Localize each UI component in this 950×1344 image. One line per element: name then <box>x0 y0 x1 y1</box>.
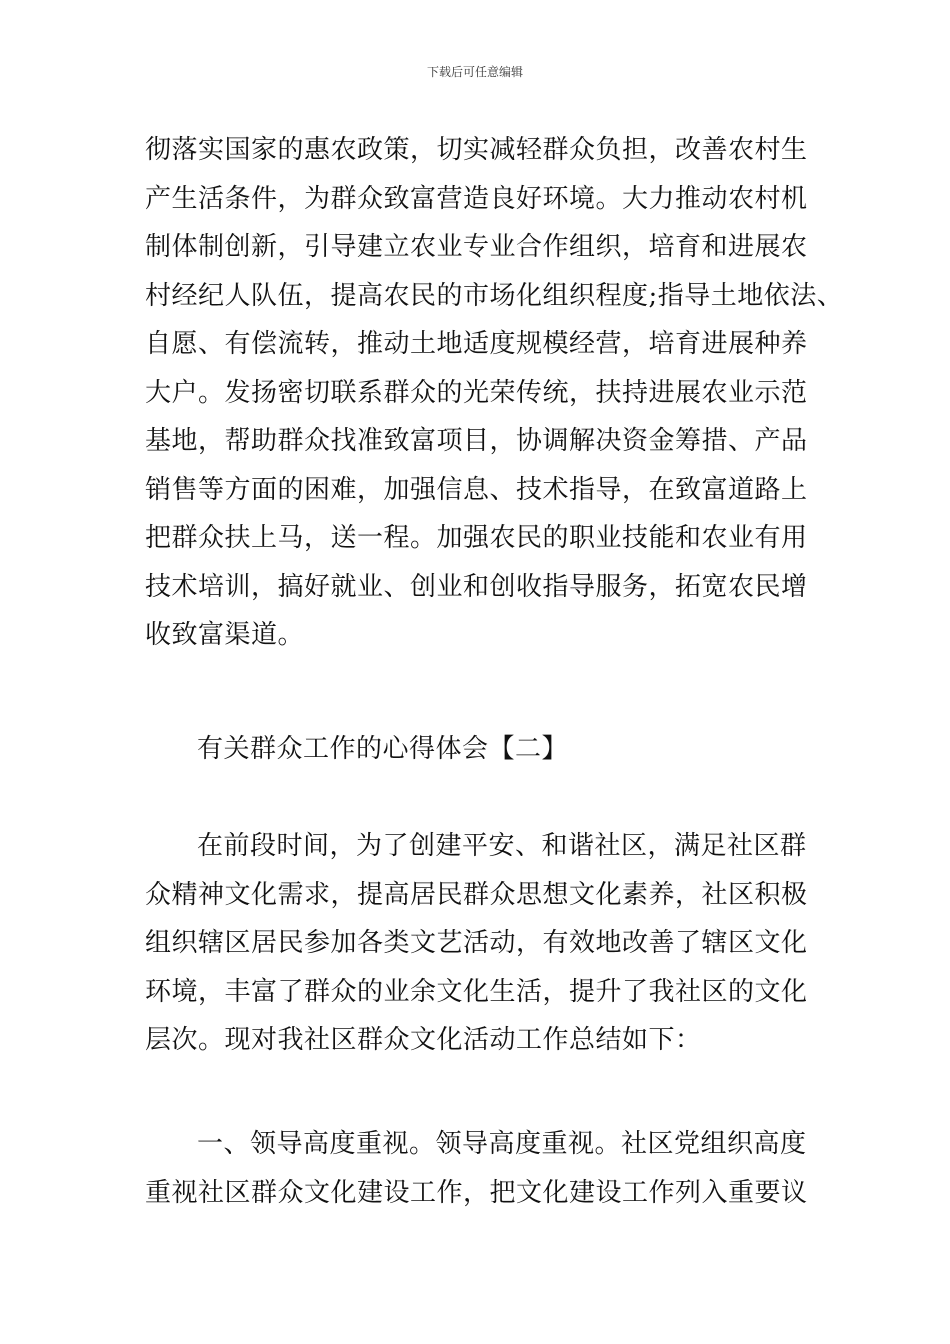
text-line: 层次。现对我社区群众文化活动工作总结如下： <box>145 1025 702 1055</box>
section-heading <box>145 725 825 774</box>
text-line: 环境，丰富了群众的业余文化生活，提升了我社区的文化 <box>145 976 808 1007</box>
text-line: 彻落实国家的惠农政策，切实减轻群众负担，改善农村生 <box>145 135 808 165</box>
text-line: 大户。发扬密切联系群众的光荣传统，扶持进展农业示范 <box>145 377 808 408</box>
text-line: 众精神文化需求，提高居民群众思想文化素养，社区积极 <box>145 879 808 910</box>
text-line: 技术培训，搞好就业、创业和创收指导服务，拓宽农民增 <box>145 571 808 602</box>
text-line: 自愿、有偿流转，推动土地适度规模经营，培育进展种养 <box>145 329 808 359</box>
text-line: 收致富渠道。 <box>145 620 305 650</box>
text-line: 销售等方面的困难，加强信息、技术指导，在致富道路上 <box>145 474 808 505</box>
section-heading-text: 有关群众工作的心得体会【二】 <box>197 734 569 764</box>
paragraph-intro <box>145 822 825 1065</box>
text-line: 村经纪人队伍，提高农民的市场化组织程度;指导土地依法、 <box>145 280 844 311</box>
text-line: 基地，帮助群众找准致富项目，协调解决资金筹措、产品 <box>145 426 808 456</box>
paragraph-point-one <box>145 1120 825 1217</box>
text-line: 组织辖区居民参加各类文艺活动，有效地改善了辖区文化 <box>145 928 808 958</box>
text-line: 一、领导高度重视。领导高度重视。社区党组织高度 <box>197 1129 807 1159</box>
paragraph-continuation <box>145 126 844 660</box>
text-line: 把群众扶上马，送一程。加强农民的职业技能和农业有用 <box>145 523 808 553</box>
text-line: 制体制创新，引导建立农业专业合作组织，培育和进展农 <box>145 232 808 262</box>
text-line: 重视社区群众文化建设工作，把文化建设工作列入重要议 <box>145 1177 808 1208</box>
text-line: 在前段时间，为了创建平安、和谐社区，满足社区群 <box>197 831 807 861</box>
text-line: 产生活条件，为群众致富营造良好环境。大力推动农村机 <box>145 183 808 214</box>
page-header-note: 下载后可任意编辑 <box>426 65 523 79</box>
